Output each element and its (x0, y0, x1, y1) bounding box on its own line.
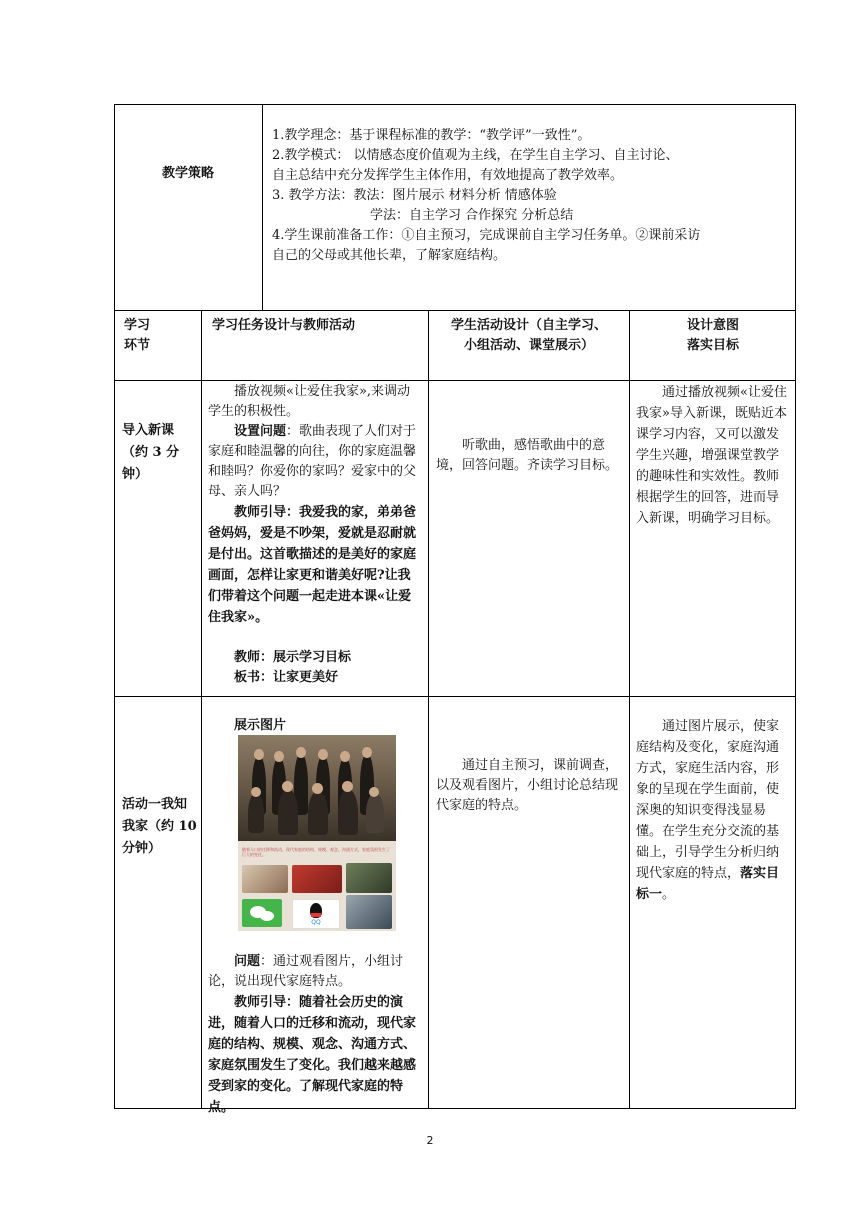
intro-stage: 导入新课（约 3 分钟） (122, 423, 180, 482)
intro-guide: 教师引导：我爱我的家，弟弟爸爸妈妈，爱是不吵架，爱就是忍耐就是付出。这首歌描述的是美好的家庭画面，怎样让家更和谐美好呢?让我们带着这个问题一起走进本课«让爱住我家»。 (208, 505, 417, 625)
strategy-divider (262, 104, 263, 311)
elderly-portrait-photo (346, 863, 392, 893)
grandparent-child-photo (346, 895, 392, 929)
intro-student-text: 听歌曲，感悟歌曲中的意境，回答问题。齐读学习目标。 (436, 438, 619, 473)
old-family-photo (238, 735, 396, 841)
intro-student (436, 436, 624, 476)
header-intent-line-1: 设计意图 (686, 318, 739, 333)
header-intent (631, 316, 795, 356)
table-right-border (795, 104, 796, 1109)
strategy-line-7: 自己的父母或其他长辈，了解家庭结构。 (272, 248, 507, 263)
col-divider-1 (201, 310, 202, 1109)
wechat-icon (242, 899, 282, 927)
books-photo (242, 865, 288, 893)
activity1-intent (636, 716, 790, 905)
row-divider-intro (114, 696, 796, 697)
intro-question-label: 设置问题 (234, 424, 287, 439)
activity1-intent-text (636, 716, 790, 905)
page-number: 2 (426, 1134, 434, 1147)
header-student-line-2: 小组活动、课堂展示） (463, 338, 594, 353)
table-top-border (114, 104, 796, 105)
header-stage (124, 316, 194, 356)
qq-label: QQ (311, 919, 321, 926)
intro-show-goal: 教师：展示学习目标 (234, 650, 352, 665)
activity1-stage: 活动一我知我家（约 10 分钟） (122, 797, 197, 856)
row-divider-strategy (114, 310, 796, 311)
col-divider-3 (629, 310, 630, 1109)
activity1-intent-plain: 通过图片展示，使家庭结构及变化，家庭沟通方式，家庭生活内容，形象的呈现在学生面前，使深奥的知识变得浅显易懂。在学生充分交流的基础上，引导学生分析归纳现代家庭的特点， (636, 719, 780, 881)
activity1-student (436, 756, 624, 816)
family-gathering-photo (292, 865, 342, 893)
intro-intent-text: 通过播放视频«让爱住我家»导入新课，既贴近本课学习内容，又可以激发学生兴趣，增强课堂教学的趣味性和实效性。教师根据学生的回答，进而导入新课，明确学习目标。 (636, 385, 787, 526)
qq-icon (292, 899, 340, 929)
table-left-border (114, 104, 115, 1109)
activity1-student-text: 通过自主预习，课前调查，以及观看图片，小组讨论总结现代家庭的特点。 (436, 758, 619, 813)
header-intent-line-2: 落实目标 (686, 338, 739, 353)
activity1-question-label: 问题 (234, 954, 261, 969)
collage-caption: 随着人口的迁移和流动，现代家庭的结构、规模、观念、沟通方式、家庭氛围发生了巨大的变化。 (242, 847, 390, 857)
strategy-content (272, 126, 792, 266)
strategy-line-4: 3. 教学方法：教法：图片展示 材料分析 情感体验 (272, 188, 557, 203)
header-stage-line-2: 环节 (124, 338, 151, 353)
activity1-teacher (208, 716, 422, 736)
col-divider-2 (428, 310, 429, 1109)
intro-teacher (208, 382, 422, 688)
activity1-guide: 教师引导：随着社会历史的演进，随着人口的迁移和流动，现代家庭的结构、规模、观念、沟通方式、家庭氛围发生了变化。我们越来越感受到家的变化。了解现代家庭的特点。 (208, 995, 417, 1115)
header-stage-line-1: 学习 (124, 318, 151, 333)
intro-board: 板书：让家更美好 (234, 670, 339, 685)
strategy-line-3: 自主总结中充分发挥学生主体作用，有效地提高了教学效率。 (272, 168, 624, 183)
strategy-line-2: 2.教学模式： 以情感态度价值观为主线，在学生自主学习、自主讨论、 (272, 148, 679, 163)
intro-question (208, 422, 422, 502)
activity1-question-text: ：通过观看图片，小组讨论，说出现代家庭特点。 (208, 954, 404, 989)
header-student (430, 316, 628, 356)
show-pictures-label: 展示图片 (234, 718, 287, 733)
activity1-intent-end: 。 (662, 887, 676, 902)
strategy-line-5: 学法：自主学习 合作探究 分析总结 (370, 208, 574, 223)
activity1-question (208, 952, 422, 992)
activity1-intent-target: 落实目标一 (636, 866, 780, 902)
family-photo-collage (238, 735, 396, 931)
intro-video: 播放视频«让爱住我家»,来调动学生的积极性。 (208, 384, 411, 419)
header-student-line-1: 学生活动设计（自主学习、 (450, 318, 607, 333)
header-teacher: 学习任务设计与教师活动 (212, 318, 356, 333)
strategy-line-6: 4.学生课前准备工作：①自主预习，完成课前自主学习任务单。②课前采访 (272, 228, 701, 243)
strategy-label: 教学策略 (161, 166, 214, 181)
strategy-line-1: 1.教学理念：基于课程标准的教学：“教学评”一致性”。 (272, 128, 591, 143)
row-divider-header (114, 380, 796, 381)
activity1-teacher-lower (208, 952, 422, 1118)
intro-intent (636, 382, 790, 529)
intro-question-text: ：歌曲表现了人们对于家庭和睦温馨的向往，你的家庭温馨和睦吗？你爱你的家吗？爱家中的父母、亲人吗？ (208, 424, 417, 499)
